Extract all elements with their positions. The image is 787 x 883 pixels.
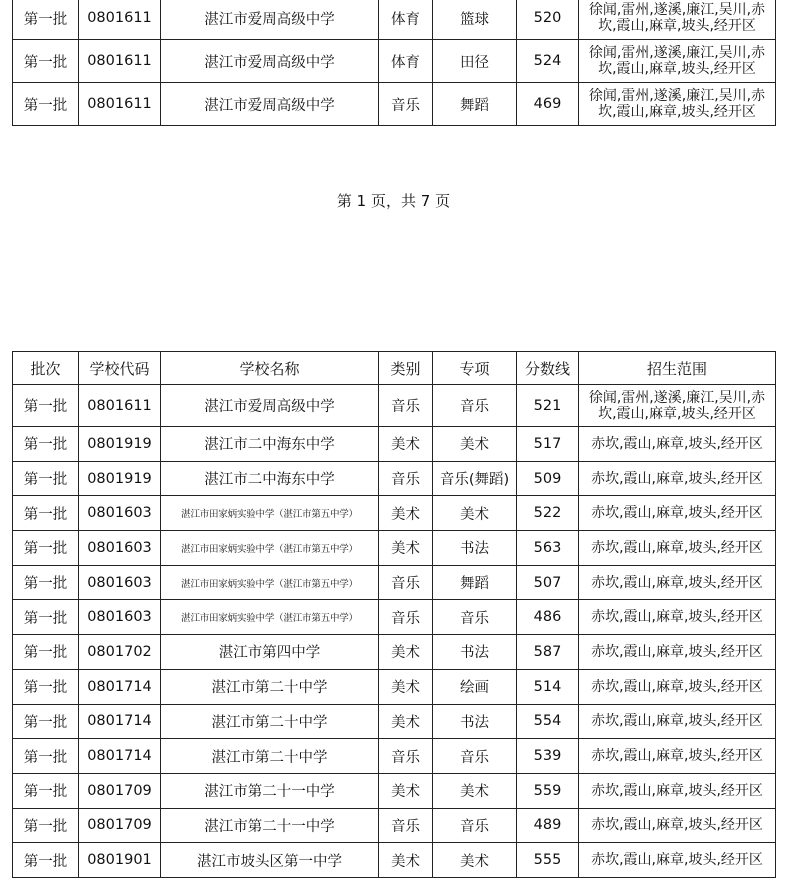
cell-batch: 第一批 xyxy=(13,843,79,878)
cell-school-code: 0801919 xyxy=(79,461,161,496)
table-row xyxy=(13,669,776,704)
cell-score-line: 489 xyxy=(517,808,579,843)
cell-school-code: 0801611 xyxy=(79,0,161,40)
cell-score-line: 539 xyxy=(517,739,579,774)
cell-category: 音乐 xyxy=(379,808,433,843)
cell-school-name: 湛江市田家炳实验中学（湛江市第五中学） xyxy=(161,565,379,600)
cell-category: 体育 xyxy=(379,0,433,40)
cell-score-line: 517 xyxy=(517,427,579,462)
cell-batch: 第一批 xyxy=(13,461,79,496)
cell-enrollment-range: 赤坎,霞山,麻章,坡头,经开区 xyxy=(579,531,776,566)
cell-batch: 第一批 xyxy=(13,635,79,670)
cell-enrollment-range: 徐闻,雷州,遂溪,廉江,吴川,赤坎,霞山,麻章,坡头,经开区 xyxy=(579,40,776,83)
cell-enrollment-range: 徐闻,雷州,遂溪,廉江,吴川,赤坎,霞山,麻章,坡头,经开区 xyxy=(579,0,776,40)
cell-specialty: 书法 xyxy=(433,531,517,566)
table-row xyxy=(13,385,776,427)
cell-batch: 第一批 xyxy=(13,773,79,808)
cell-batch: 第一批 xyxy=(13,496,79,531)
cell-school-name: 湛江市田家炳实验中学（湛江市第五中学） xyxy=(161,600,379,635)
table-row xyxy=(13,600,776,635)
cell-school-name: 湛江市田家炳实验中学（湛江市第五中学） xyxy=(161,496,379,531)
cell-school-code: 0801603 xyxy=(79,531,161,566)
header-enrollment-range: 招生范围 xyxy=(579,352,776,385)
cell-enrollment-range: 赤坎,霞山,麻章,坡头,经开区 xyxy=(579,739,776,774)
cell-school-code: 0801714 xyxy=(79,669,161,704)
table-row xyxy=(13,739,776,774)
cell-specialty: 音乐 xyxy=(433,739,517,774)
cell-category: 美术 xyxy=(379,773,433,808)
cell-score-line: 509 xyxy=(517,461,579,496)
cell-school-code: 0801611 xyxy=(79,83,161,126)
table-row xyxy=(13,531,776,566)
table-row xyxy=(13,808,776,843)
cell-specialty: 书法 xyxy=(433,635,517,670)
cell-score-line: 555 xyxy=(517,843,579,878)
cell-specialty: 美术 xyxy=(433,773,517,808)
cell-batch: 第一批 xyxy=(13,385,79,427)
cell-specialty: 绘画 xyxy=(433,669,517,704)
cell-score-line: 507 xyxy=(517,565,579,600)
table-row xyxy=(13,704,776,739)
table-row xyxy=(13,565,776,600)
cell-school-code: 0801611 xyxy=(79,385,161,427)
cell-specialty: 音乐 xyxy=(433,385,517,427)
cell-specialty: 美术 xyxy=(433,427,517,462)
header-school-name: 学校名称 xyxy=(161,352,379,385)
cell-specialty: 田径 xyxy=(433,40,517,83)
table-row xyxy=(13,461,776,496)
cell-score-line: 559 xyxy=(517,773,579,808)
cell-specialty: 音乐 xyxy=(433,808,517,843)
cell-school-name: 湛江市第四中学 xyxy=(161,635,379,670)
cell-school-code: 0801901 xyxy=(79,843,161,878)
cell-enrollment-range: 赤坎,霞山,麻章,坡头,经开区 xyxy=(579,427,776,462)
cell-batch: 第一批 xyxy=(13,704,79,739)
cell-batch: 第一批 xyxy=(13,83,79,126)
table-row xyxy=(13,427,776,462)
cell-school-name: 湛江市第二十中学 xyxy=(161,704,379,739)
cell-category: 音乐 xyxy=(379,461,433,496)
cell-score-line: 521 xyxy=(517,385,579,427)
cell-school-name: 湛江市坡头区第一中学 xyxy=(161,843,379,878)
cell-specialty: 美术 xyxy=(433,843,517,878)
cell-school-code: 0801603 xyxy=(79,565,161,600)
cell-school-name: 湛江市爱周高级中学 xyxy=(161,40,379,83)
cell-specialty: 篮球 xyxy=(433,0,517,40)
cell-category: 美术 xyxy=(379,427,433,462)
cell-category: 音乐 xyxy=(379,83,433,126)
cell-category: 音乐 xyxy=(379,565,433,600)
header-score-line: 分数线 xyxy=(517,352,579,385)
cell-school-code: 0801702 xyxy=(79,635,161,670)
cell-specialty: 舞蹈 xyxy=(433,83,517,126)
cell-enrollment-range: 赤坎,霞山,麻章,坡头,经开区 xyxy=(579,808,776,843)
cell-enrollment-range: 赤坎,霞山,麻章,坡头,经开区 xyxy=(579,773,776,808)
cell-category: 音乐 xyxy=(379,600,433,635)
cell-enrollment-range: 赤坎,霞山,麻章,坡头,经开区 xyxy=(579,461,776,496)
cell-category: 美术 xyxy=(379,531,433,566)
cell-batch: 第一批 xyxy=(13,0,79,40)
header-category: 类别 xyxy=(379,352,433,385)
cell-batch: 第一批 xyxy=(13,600,79,635)
page-footer: 第 1 页，共 7 页 xyxy=(336,192,451,210)
cell-enrollment-range: 徐闻,雷州,遂溪,廉江,吴川,赤坎,霞山,麻章,坡头,经开区 xyxy=(579,83,776,126)
cell-enrollment-range: 赤坎,霞山,麻章,坡头,经开区 xyxy=(579,843,776,878)
cell-school-name: 湛江市爱周高级中学 xyxy=(161,0,379,40)
table-row xyxy=(13,0,776,40)
cell-school-code: 0801709 xyxy=(79,773,161,808)
cell-enrollment-range: 徐闻,雷州,遂溪,廉江,吴川,赤坎,霞山,麻章,坡头,经开区 xyxy=(579,385,776,427)
cell-school-name: 湛江市第二十一中学 xyxy=(161,808,379,843)
cell-enrollment-range: 赤坎,霞山,麻章,坡头,经开区 xyxy=(579,635,776,670)
cell-school-code: 0801603 xyxy=(79,600,161,635)
cell-batch: 第一批 xyxy=(13,531,79,566)
cell-score-line: 563 xyxy=(517,531,579,566)
cell-specialty: 舞蹈 xyxy=(433,565,517,600)
cell-score-line: 522 xyxy=(517,496,579,531)
cell-batch: 第一批 xyxy=(13,565,79,600)
header-school-code: 学校代码 xyxy=(79,352,161,385)
cell-school-name: 湛江市第二十中学 xyxy=(161,739,379,774)
cell-specialty: 书法 xyxy=(433,704,517,739)
table-row xyxy=(13,635,776,670)
cell-category: 美术 xyxy=(379,635,433,670)
admission-table xyxy=(12,351,776,878)
cell-batch: 第一批 xyxy=(13,808,79,843)
cell-specialty: 音乐(舞蹈) xyxy=(433,461,517,496)
cell-score-line: 514 xyxy=(517,669,579,704)
table-row xyxy=(13,40,776,83)
cell-enrollment-range: 赤坎,霞山,麻章,坡头,经开区 xyxy=(579,704,776,739)
cell-enrollment-range: 赤坎,霞山,麻章,坡头,经开区 xyxy=(579,496,776,531)
cell-specialty: 美术 xyxy=(433,496,517,531)
cell-enrollment-range: 赤坎,霞山,麻章,坡头,经开区 xyxy=(579,669,776,704)
cell-batch: 第一批 xyxy=(13,669,79,704)
cell-score-line: 520 xyxy=(517,0,579,40)
cell-school-code: 0801919 xyxy=(79,427,161,462)
table-header-row xyxy=(13,352,776,385)
cell-school-code: 0801709 xyxy=(79,808,161,843)
cell-score-line: 587 xyxy=(517,635,579,670)
cell-school-name: 湛江市第二十一中学 xyxy=(161,773,379,808)
cell-category: 音乐 xyxy=(379,739,433,774)
cell-category: 美术 xyxy=(379,496,433,531)
cell-category: 美术 xyxy=(379,669,433,704)
cell-category: 音乐 xyxy=(379,385,433,427)
cell-score-line: 486 xyxy=(517,600,579,635)
previous-page-table xyxy=(12,0,776,126)
cell-school-code: 0801714 xyxy=(79,739,161,774)
cell-school-name: 湛江市二中海东中学 xyxy=(161,427,379,462)
header-specialty: 专项 xyxy=(433,352,517,385)
table-row xyxy=(13,773,776,808)
cell-category: 美术 xyxy=(379,704,433,739)
cell-school-name: 湛江市爱周高级中学 xyxy=(161,83,379,126)
cell-score-line: 469 xyxy=(517,83,579,126)
cell-school-code: 0801714 xyxy=(79,704,161,739)
cell-enrollment-range: 赤坎,霞山,麻章,坡头,经开区 xyxy=(579,600,776,635)
cell-school-name: 湛江市爱周高级中学 xyxy=(161,385,379,427)
cell-enrollment-range: 赤坎,霞山,麻章,坡头,经开区 xyxy=(579,565,776,600)
cell-batch: 第一批 xyxy=(13,739,79,774)
cell-school-name: 湛江市第二十中学 xyxy=(161,669,379,704)
table-row xyxy=(13,83,776,126)
cell-school-name: 湛江市二中海东中学 xyxy=(161,461,379,496)
cell-score-line: 524 xyxy=(517,40,579,83)
table-row xyxy=(13,843,776,878)
cell-category: 美术 xyxy=(379,843,433,878)
cell-batch: 第一批 xyxy=(13,427,79,462)
cell-batch: 第一批 xyxy=(13,40,79,83)
cell-school-code: 0801603 xyxy=(79,496,161,531)
table-row xyxy=(13,496,776,531)
cell-category: 体育 xyxy=(379,40,433,83)
cell-school-code: 0801611 xyxy=(79,40,161,83)
cell-school-name: 湛江市田家炳实验中学（湛江市第五中学） xyxy=(161,531,379,566)
cell-specialty: 音乐 xyxy=(433,600,517,635)
header-batch: 批次 xyxy=(13,352,79,385)
cell-score-line: 554 xyxy=(517,704,579,739)
